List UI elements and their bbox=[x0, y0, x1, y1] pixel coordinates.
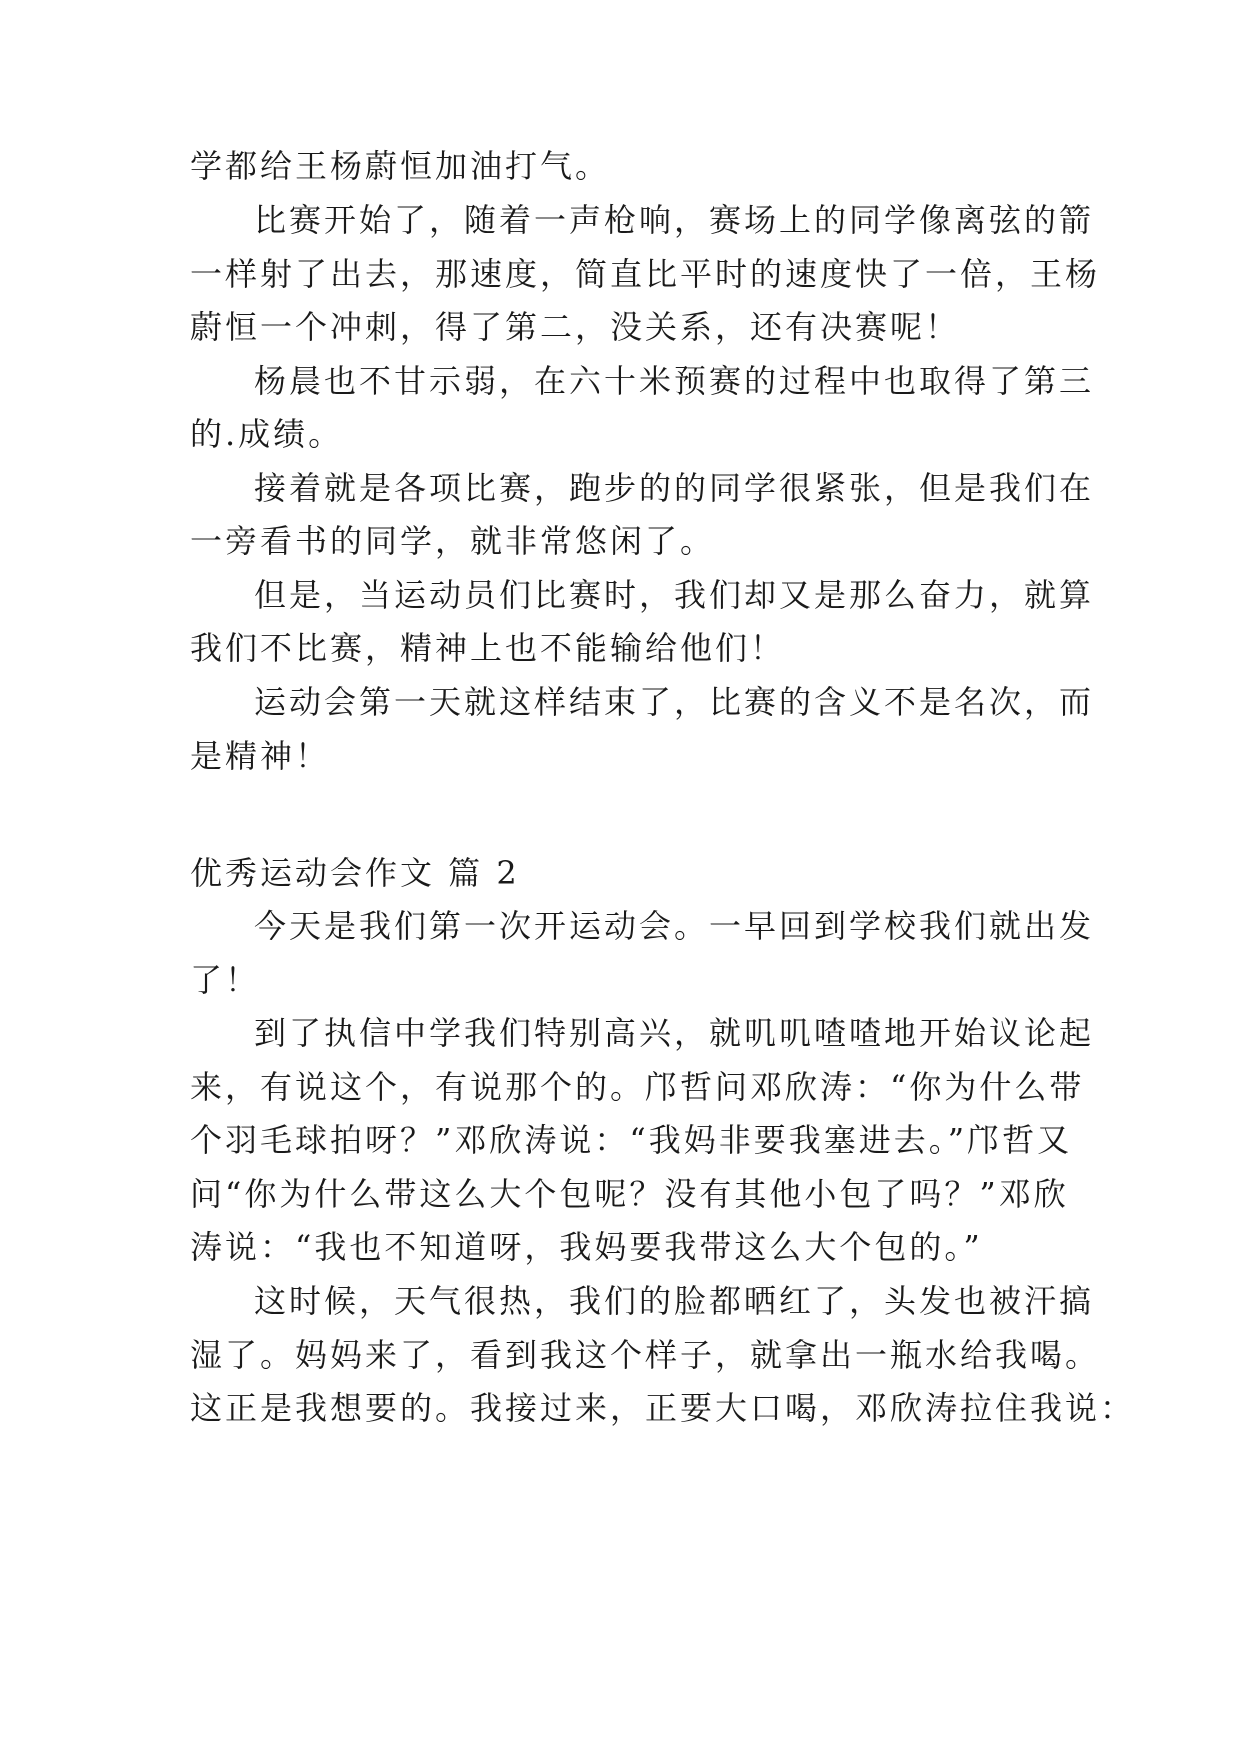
text-line: 个羽毛球拍呀？”邓欣涛说：“我妈非要我塞进去。”邝哲又 bbox=[190, 1121, 1073, 1159]
text-line: 是精神！ bbox=[190, 737, 331, 775]
text-line: 这时候，天气很热，我们的脸都晒红了，头发也被汗搞 bbox=[254, 1282, 1095, 1320]
text-line: 湿了。妈妈来了，看到我这个样子，就拿出一瓶水给我喝。 bbox=[190, 1336, 1101, 1374]
text-line: 问“你为什么带这么大个包呢？没有其他小包了吗？”邓欣 bbox=[190, 1175, 1069, 1213]
text-line: 接着就是各项比赛，跑步的的同学很紧张，但是我们在 bbox=[254, 469, 1095, 507]
text-line: 我们不比赛，精神上也不能输给他们！ bbox=[190, 629, 786, 667]
text-line: 杨晨也不甘示弱，在六十米预赛的过程中也取得了第三 bbox=[254, 362, 1095, 400]
text-line: 但是，当运动员们比赛时，我们却又是那么奋力，就算 bbox=[254, 576, 1095, 614]
text-line: 这正是我想要的。我接过来，正要大口喝，邓欣涛拉住我说： bbox=[190, 1389, 1136, 1427]
text-line: 比赛开始了，随着一声枪响，赛场上的同学像离弦的箭 bbox=[254, 201, 1095, 239]
text-line: 了！ bbox=[190, 961, 261, 999]
section-heading: 优秀运动会作文 篇 2 bbox=[190, 854, 520, 892]
text-line: 运动会第一天就这样结束了，比赛的含义不是名次，而 bbox=[254, 683, 1095, 721]
text-line: 到了执信中学我们特别高兴，就叽叽喳喳地开始议论起 bbox=[254, 1014, 1095, 1052]
text-line: 学都给王杨蔚恒加油打气。 bbox=[190, 147, 611, 185]
text-line: 涛说：“我也不知道呀，我妈要我带这么大个包的。” bbox=[190, 1228, 983, 1266]
text-line: 一旁看书的同学，就非常悠闲了。 bbox=[190, 522, 716, 560]
text-line: 来，有说这个，有说那个的。邝哲问邓欣涛：“你为什么带 bbox=[190, 1068, 1085, 1106]
text-line: 的.成绩。 bbox=[190, 415, 344, 453]
text-line: 蔚恒一个冲刺，得了第二，没关系，还有决赛呢！ bbox=[190, 308, 961, 346]
text-line: 一样射了出去，那速度，简直比平时的速度快了一倍，王杨 bbox=[190, 255, 1101, 293]
text-line: 今天是我们第一次开运动会。一早回到学校我们就出发 bbox=[254, 907, 1095, 945]
